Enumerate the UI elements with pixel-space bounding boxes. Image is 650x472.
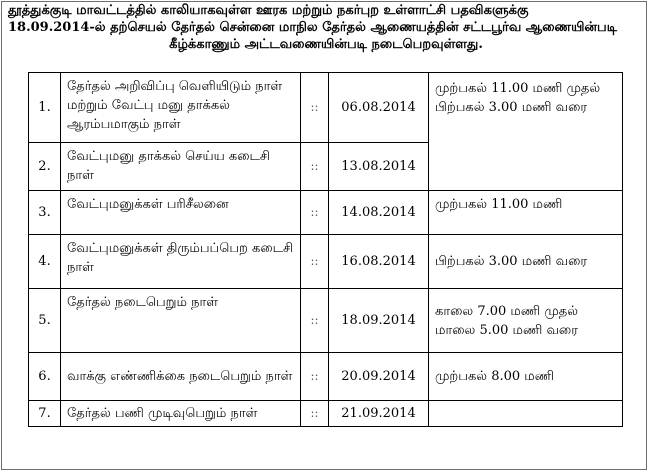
date-cell: 21.09.2014 (329, 401, 429, 427)
row-number: 4. (29, 235, 61, 289)
event-cell (61, 191, 301, 235)
time-cell: காலை 7.00 மணி முதல் மாலை 5.00 மணி வரை (429, 289, 623, 353)
row-number: 1. (29, 73, 61, 143)
event-cell: தேர்தல் பணி முடிவுபெறும் நாள் (61, 401, 301, 427)
time-cell (429, 401, 623, 427)
time-cell: பிற்பகல் 3.00 மணி வரை (429, 235, 623, 289)
row-number: 5. (29, 289, 61, 353)
row-number: 7. (29, 401, 61, 427)
table-row (29, 289, 623, 353)
table-row (29, 191, 623, 235)
event-label: வேட்புமனு தாக்கல் செய்ய கடைசி நாள் (67, 149, 271, 183)
intro-line-3: கீழ்க்காணும் அட்டவணையின்படி நடைபெறவுள்ளது. (169, 37, 483, 52)
event-cell: வாக்கு எண்ணிக்கை நடைபெறும் நாள் (61, 353, 301, 401)
event-cell (61, 73, 301, 143)
time-cell: முற்பகல் 8.00 மணி (429, 353, 623, 401)
separator: :: (301, 401, 329, 427)
row-number: 6. (29, 353, 61, 401)
separator: :: (301, 289, 329, 353)
intro-paragraph (8, 2, 644, 53)
separator: :: (301, 191, 329, 235)
event-label: தேர்தல் நடைபெறும் நாள் (67, 295, 218, 310)
time-label: முற்பகல் 11.00 மணி முதல் பிற்பகல் 3.00 மணி வரை (435, 81, 601, 115)
table-row (29, 73, 623, 143)
separator: :: (301, 353, 329, 401)
event-label: வேட்புமனுக்கள் பரிசீலனை (67, 197, 229, 212)
separator: :: (301, 235, 329, 289)
date-cell: 16.08.2014 (329, 235, 429, 289)
separator: :: (301, 73, 329, 143)
date-cell: 18.09.2014 (329, 289, 429, 353)
event-cell (61, 289, 301, 353)
event-label: தேர்தல் அறிவிப்பு வெளியிடும் நாள் மற்றும் வேட்பு மனு தாக்கல் ஆரம்பமாகும் நாள் (67, 79, 283, 132)
event-cell (61, 143, 301, 191)
date-cell: 20.09.2014 (329, 353, 429, 401)
event-label: வேட்புமனுக்கள் திரும்பப்பெற கடைசி நாள் (67, 241, 294, 275)
intro-line-2: 18.09.2014-ல் தற்செயல் தேர்தல் சென்னை மாநில தேர்தல் ஆணையத்தின் சட்டபூர்வ ஆணையின்படி (8, 20, 618, 35)
table-row (29, 353, 623, 401)
separator: :: (301, 143, 329, 191)
time-cell (429, 73, 623, 191)
date-cell: 13.08.2014 (329, 143, 429, 191)
intro-line-1: தூத்துக்குடி மாவட்டத்தில் காலியாகவுள்ள ஊரக மற்றும் நகர்புற உள்ளாட்சி பதவிகளுக்கு (8, 3, 529, 18)
schedule-table (28, 72, 623, 427)
row-number: 3. (29, 191, 61, 235)
time-label: முற்பகல் 11.00 மணி (435, 197, 563, 212)
table-row (29, 401, 623, 427)
time-cell (429, 191, 623, 235)
table-row (29, 235, 623, 289)
date-cell: 14.08.2014 (329, 191, 429, 235)
row-number: 2. (29, 143, 61, 191)
date-cell: 06.08.2014 (329, 73, 429, 143)
event-cell (61, 235, 301, 289)
